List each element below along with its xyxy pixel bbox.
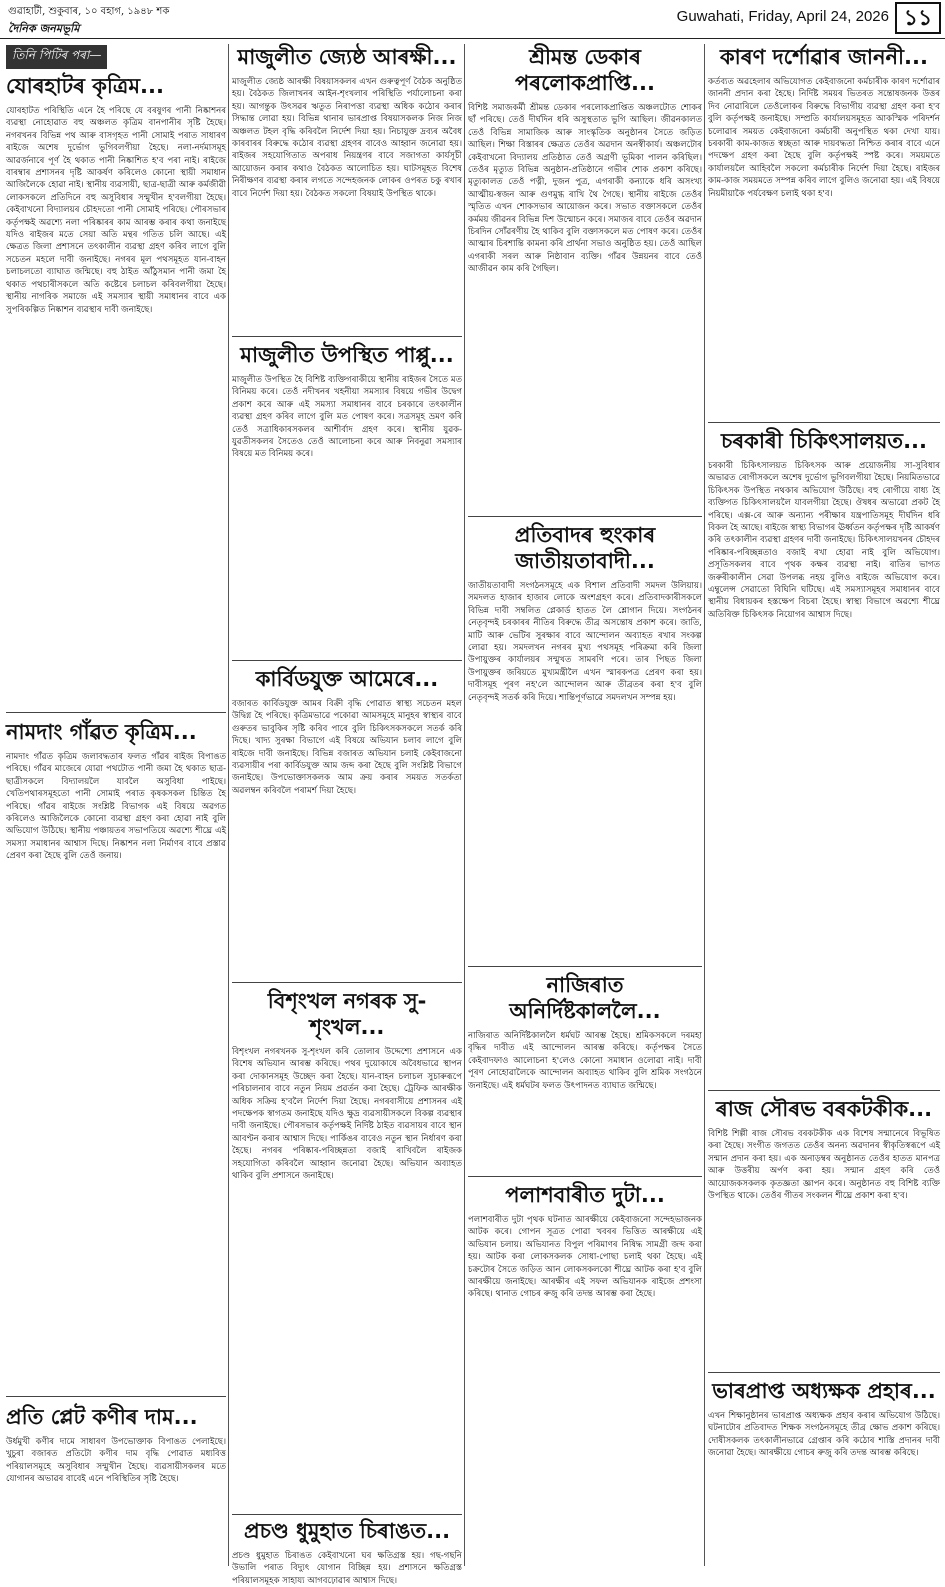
paper-name: দৈনিক জনমভূমি <box>8 22 80 35</box>
headline: কাৰণ দৰ্শোৱাৰ জাননী... <box>719 45 928 69</box>
article-body: যোৰহাটত পৰিস্থিতি এনে হৈ পৰিছে যে বৰষুণৰ পানী নিষ্কাশনৰ ব্যৱস্থা নোহোৱাত বহু অঞ্চলত কৃত্ৰিম বানপানীৰ সৃষ্টি হৈছে। নগৰখনৰ বিভিন্ন পথ আৰু বাসগৃহত পানী সোমাই পৰাত সাধাৰণ ৰাইজে অশেষ দুৰ্ভোগ ভুগিবলগীয়া হৈছে। নলা-নৰ্দমাসমূহ আৱৰ্জনাৰে পূৰ্ণ হৈ থকাত পানী নিষ্কাশিত হ'ব পৰা নাই। ৰাইজে বাৰম্বাৰ প্ৰশাসনৰ দৃষ্টি আকৰ্ষণ কৰিলেও কোনো স্থায়ী সমাধান আজিলৈকে হোৱা নাই। স্থানীয় ব্যৱসায়ী, ছাত্ৰ-ছাত্ৰী আৰু কৰ্মজীৱী লোকসকলে প্ৰতিদিনে বহু অসুবিধাৰ সন্মুখীন হ'বলগীয়া হৈছে। কেইবাখনো বিদ্যালয়ৰ চৌহদতো পানী সোমাই পৰিছে। পৌৰসভাৰ কৰ্তৃপক্ষই অৱশ্যে নলা পৰিষ্কাৰৰ কাম আৰম্ভ কৰাৰ কথা জনাইছে যদিও ৰাইজৰ মতে সেয়া অতি মন্থৰ গতিত চলি আছে। এই ক্ষেত্ৰত জিলা প্ৰশাসনে তৎকালীন ব্যৱস্থা গ্ৰহণ কৰিব লাগে বুলি সচেতন মহলে দাবী জনাইছে। নগৰৰ মূল পথসমূহত যান-বাহন চলাচলতো ব্যাঘাত জন্মিছে। বহু ঠাইত আঁঠুসমান পানী জমা হৈ থকাত পথচাৰীসকলে অতি কষ্টেৰে চলাচল কৰিবলগীয়া হৈছে। স্থানীয় নাগৰিক সমাজে এই সমস্যাৰ স্থায়ী সমাধানৰ বাবে এক সুপৰিকল্পিত নিষ্কাশন ব্যৱস্থাৰ দাবী জনাইছে। <box>6 106 226 315</box>
article-body: জাতীয়তাবাদী সংগঠনসমূহে এক বিশাল প্ৰতিবাদী সমদল উলিয়ায়। সমদলত হাজাৰ হাজাৰ লোকে অংশগ্ৰহণ কৰে। প্ৰতিবাদকাৰীসকলে বিভিন্ন দাবী সম্বলিত প্লেকাৰ্ড হাতত লৈ শ্লোগান দিয়ে। সংগঠনৰ নেতৃবৃন্দই চৰকাৰৰ নীতিৰ বিৰুদ্ধে তীব্ৰ অসন্তোষ প্ৰকাশ কৰে। জাতি, মাটি আৰু ভেটিৰ সুৰক্ষাৰ বাবে আন্দোলন অব্যাহত ৰখাৰ সংকল্প লোৱা হয়। সমদলখন নগৰৰ মুখ্য পথসমূহ পৰিক্ৰমা কৰি জিলা উপায়ুক্তৰ কাৰ্যালয়ৰ সন্মুখত সামৰণি পৰে। তাৰ পিছত জিলা উপায়ুক্তৰ জৰিয়তে মুখ্যমন্ত্ৰীলৈ এখন স্মাৰকপত্ৰ প্ৰেৰণ কৰা হয়। দাবীসমূহ পূৰণ নহ'লে আন্দোলন আৰু তীব্ৰতৰ কৰা হ'ব বুলি নেতৃবৃন্দই সতৰ্ক কৰি দিয়ে। শান্তিপূৰ্ণভাৱে সমদলখন সম্পন্ন হয়। <box>468 581 702 703</box>
article-palashbari <box>468 1182 702 1566</box>
article-body: প্ৰচণ্ড ধুমুহাত চিৰাঙত কেইবাখনো ঘৰ ক্ষতিগ্ৰস্ত হয়। গছ-গছনি উভালি পৰাত বিদ্যুৎ যোগান বিচ্ছিন্ন হয়। প্ৰশাসনে ক্ষতিগ্ৰস্ত পৰিয়ালসমূহক সাহায্য আগবঢ়োৱাৰ আশ্বাস দিছে। <box>232 1551 462 1586</box>
headline: ৰাজ সৌৰভ বৰকটকীক... <box>715 1097 933 1121</box>
column-divider <box>464 44 465 1566</box>
column-4 <box>708 44 940 1566</box>
article-separator <box>232 660 462 661</box>
article-egg-price <box>6 1404 226 1564</box>
article-separator <box>232 336 462 337</box>
column-2 <box>232 44 462 1586</box>
date-assamese: গুৱাহাটী, শুকুবাৰ, ১০ বহাগ, ১৯৪৮ শক <box>8 6 170 17</box>
article-srimanta-deka <box>468 44 702 510</box>
article-separator <box>708 422 940 423</box>
headline: ভাৰপ্ৰাপ্ত অধ্যক্ষক প্ৰহাৰ... <box>712 1379 936 1403</box>
headline: চৰকাৰী চিকিৎসালয়ত... <box>720 429 928 453</box>
article-body: বিশিষ্ট শিল্পী ৰাজ সৌৰভ বৰকটকীক এক বিশেষ সন্মানেৰে বিভূষিত কৰা হৈছে। সংগীত জগতত তেওঁৰ অনন্য অৱদানৰ স্বীকৃতিস্বৰূপে এই সন্মান প্ৰদান কৰা হয়। এক অনাড়ম্বৰ অনুষ্ঠানত তেওঁৰ হাতত মানপত্ৰ আৰু উত্তৰীয় অৰ্পণ কৰা হয়। সন্মান গ্ৰহণ কৰি তেওঁ আয়োজকসকলক কৃতজ্ঞতা জ্ঞাপন কৰে। অনুষ্ঠানত বহু বিশিষ্ট ব্যক্তি উপস্থিত থাকে। তেওঁৰ গীতৰ সংকলন শীঘ্ৰে প্ৰকাশ কৰা হ'ব। <box>708 1129 940 1202</box>
headline: শ্ৰীমন্ত ডেকাৰ পৰলোকপ্ৰাপ্তি... <box>515 45 655 95</box>
date-english: Guwahati, Friday, April 24, 2026 <box>676 8 889 25</box>
headline: প্ৰচণ্ড ধুমুহাত চিৰাঙত... <box>243 1519 451 1543</box>
article-body: মাজুলীত উপস্থিত হৈ বিশিষ্ট ব্যক্তিগৰাকীয়ে স্থানীয় ৰাইজৰ সৈতে মত বিনিময় কৰে। তেওঁ নদীখনৰ খহনীয়া সমস্যাৰ বিষয়ে গভীৰ উদ্বেগ প্ৰকাশ কৰে আৰু এই সমস্যা সমাধানৰ বাবে চৰকাৰে তৎকালীন ব্যৱস্থা গ্ৰহণ কৰিব লাগে বুলি মত পোষণ কৰে। সত্ৰসমূহ ভ্ৰমণ কৰি তেওঁ সত্ৰাধিকাৰসকলৰ আশীৰ্বাদ গ্ৰহণ কৰে। স্থানীয় যুৱক-যুৱতীসকলৰ সৈতেও তেওঁ আলোচনা কৰে আৰু নিবনুৱা সমস্যাৰ বিষয়ে মত বিনিময় কৰে। <box>232 375 462 460</box>
article-separator <box>468 966 702 967</box>
article-body: নামদাং গাঁৱত কৃত্ৰিম জলাবদ্ধতাৰ ফলত গাঁৱৰ ৰাইজ বিপাঙত পৰিছে। গাঁৱৰ মাজেৰে যোৱা পথটোত পানী জমা হৈ থকাত ছাত্ৰ-ছাত্ৰীসকলে বিদ্যালয়লৈ যাবলৈ অসুবিধা পাইছে। খেতিপথাৰসমূহতো পানী সোমাই পৰাত কৃষকসকল চিন্তিত হৈ পৰিছে। গাঁৱৰ ৰাইজে সংশ্লিষ্ট বিভাগক এই বিষয়ে অৱগত কৰিলেও আজিলৈকে কোনো ব্যৱস্থা গ্ৰহণ কৰা হোৱা নাই বুলি অভিযোগ উঠিছে। স্থানীয় পঞ্চায়তৰ সভাপতিয়ে অৱশ্যে শীঘ্ৰে এই সমস্যা সমাধানৰ আশ্বাস দিছে। নিষ্কাশন নলা নিৰ্মাণৰ বাবে প্ৰস্তাৱ প্ৰেৰণ কৰা হৈছে বুলি তেওঁ জনায়। <box>6 752 226 862</box>
headline: নামদাং গাঁৱত কৃত্ৰিম... <box>6 720 197 744</box>
article-jorhat <box>6 44 226 706</box>
headline: মাজুলীত উপস্থিত পাপ্পু... <box>240 343 454 367</box>
column-divider <box>704 44 705 1566</box>
article-majuli-pappu <box>232 342 462 654</box>
headline: নাজিৰাত অনিৰ্দিষ্টকাললৈ... <box>509 973 661 1023</box>
article-separator <box>6 712 226 713</box>
article-separator <box>708 1090 940 1091</box>
article-separator <box>708 1372 940 1373</box>
article-body: বজাৰত কাৰ্বিডযুক্ত আমৰ বিক্ৰী বৃদ্ধি পোৱাত স্বাস্থ্য সচেতন মহল উদ্বিগ্ন হৈ পৰিছে। কৃত্ৰিমভাৱে পকোৱা আমসমূহে মানুহৰ স্বাস্থ্যৰ বাবে গুৰুতৰ ভাবুকিৰ সৃষ্টি কৰিব পাৰে বুলি চিকিৎসকসকলে সতৰ্ক কৰি দিছে। খাদ্য সুৰক্ষা বিভাগে এই বিষয়ে অভিযান চলাব লাগে বুলি ৰাইজে দাবী জনাইছে। বিভিন্ন বজাৰত অভিযান চলাই কেইবাজনো ব্যৱসায়ীৰ পৰা কাৰ্বিডযুক্ত আম জব্দ কৰা হৈছে বুলি সংশ্লিষ্ট বিভাগে জনাইছে। উপভোক্তাসকলক আম ক্ৰয় কৰাৰ সময়ত সতৰ্কতা অৱলম্বন কৰিবলৈ পৰামৰ্শ দিয়া হৈছে। <box>232 699 462 796</box>
headline: যোৰহাটৰ কৃত্ৰিম... <box>6 74 164 98</box>
article-carbide-mango <box>232 666 462 976</box>
article-protest <box>468 522 702 960</box>
headline: মাজুলীত জ্যেষ্ঠ আৰক্ষী... <box>237 45 457 69</box>
article-chirang-storm <box>232 1518 462 1586</box>
article-city-order <box>232 988 462 1508</box>
column-divider <box>228 44 229 1566</box>
article-body: মাজুলীত জ্যেষ্ঠ আৰক্ষী বিষয়াসকলৰ এখন গুৰুত্বপূৰ্ণ বৈঠক অনুষ্ঠিত হয়। বৈঠকত জিলাখনৰ আইন-শৃংখলাৰ পৰিস্থিতি পৰ্যালোচনা কৰা হয়। আগন্তুক উৎসৱৰ ঋতুত নিৰাপত্তা ব্যৱস্থা অধিক কঠোৰ কৰাৰ সিদ্ধান্ত লোৱা হয়। বিভিন্ন থানাৰ ভাৰপ্ৰাপ্ত বিষয়াসকলক নিজ নিজ অঞ্চলত টহল বৃদ্ধি কৰিবলৈ নিৰ্দেশ দিয়া হয়। নিচাযুক্ত দ্ৰব্যৰ অবৈধ কাৰবাৰৰ বিৰুদ্ধে কঠোৰ ব্যৱস্থা গ্ৰহণৰ বাবেও আহ্বান জনোৱা হয়। ৰাইজৰ সহযোগিতাত অপৰাধ নিয়ন্ত্ৰণৰ বাবে সজাগতা কাৰ্যসূচী আয়োজন কৰাৰ কথাও বৈঠকত আলোচিত হয়। ঘাটসমূহত বিশেষ নিৰীক্ষণৰ ব্যৱস্থা কৰাৰ লগতে সন্দেহজনক লোকৰ ওপৰত চকু ৰখাৰ বাবে নিৰ্দেশ দিয়া হয়। বৈঠকত সকলো বিষয়াই উপস্থিত থাকে। <box>232 77 462 199</box>
article-majuli-police <box>232 44 462 330</box>
article-body: উৰ্ধমুখী কণীৰ দামে সাধাৰণ উপভোক্তাক বিপাঙত পেলাইছে। খুচুৰা বজাৰত প্ৰতিটো কণীৰ দাম বৃদ্ধি পোৱাত মধ্যবিত্ত পৰিয়ালসমূহে অসুবিধাৰ সন্মুখীন হৈছে। ব্যৱসায়ীসকলৰ মতে যোগানৰ অভাৱৰ বাবেই এনে পৰিস্থিতিৰ সৃষ্টি হৈছে। <box>6 1437 226 1485</box>
headline: বিশৃংখল নগৰক সু-শৃংখল... <box>267 989 427 1039</box>
article-body: চৰকাৰী চিকিৎসালয়ত চিকিৎসক আৰু প্ৰয়োজনীয় সা-সুবিধাৰ অভাৱত ৰোগীসকলে অশেষ দুৰ্ভোগ ভুগিবলগীয়া হৈছে। নিয়মিতভাৱে চিকিৎসক উপস্থিত নথকাৰ অভিযোগ উঠিছে। বহু ৰোগীয়ে বাধ্য হৈ ব্যক্তিগত চিকিৎসালয়লৈ যাবলগীয়া হৈছে। ঔষধৰ অভাৱো প্ৰকট হৈ পৰিছে। এক্স-ৰে আৰু অন্যান্য পৰীক্ষাৰ যন্ত্ৰপাতিসমূহ দীৰ্ঘদিন ধৰি বিকল হৈ আছে। ৰাইজে স্বাস্থ্য বিভাগৰ ঊৰ্ধ্বতন কৰ্তৃপক্ষৰ দৃষ্টি আকৰ্ষণ কৰি তৎকালীন ব্যৱস্থা গ্ৰহণৰ দাবী জনাইছে। চিকিৎসালয়খনৰ চৌহদৰ পৰিষ্কাৰ-পৰিচ্ছন্নতাও বজাই ৰখা হোৱা নাই বুলি অভিযোগ। প্ৰসূতিসকলৰ বাবে পৃথক কক্ষৰ ব্যৱস্থা নাই। ৰাতিৰ ভাগত জৰুৰীকালীন সেৱা উপলব্ধ নহয় বুলিও ৰাইজে অভিযোগ কৰে। এম্বুলেন্স সেৱাতো বিঘিনি ঘটিছে। এই সমস্যাসমূহৰ সমাধানৰ বাবে স্থানীয় বিধায়কৰ হস্তক্ষেপ বিচৰা হৈছে। স্বাস্থ্য বিভাগে অৱশ্যে শীঘ্ৰে অতিৰিক্ত চিকিৎসক নিয়োগৰ আশ্বাস দিছে। <box>708 461 940 620</box>
headline: পলাশবাৰীত দুটা... <box>505 1183 665 1207</box>
article-body: এখন শিক্ষানুষ্ঠানৰ ভাৰপ্ৰাপ্ত অধ্যক্ষক প্ৰহাৰ কৰাৰ অভিযোগ উঠিছে। ঘটনাটোৰ প্ৰতিবাদত শিক্ষক সংগঠনসমূহে তীব্ৰ ক্ষোভ প্ৰকাশ কৰিছে। দোষীসকলক তৎকালীনভাৱে গ্ৰেপ্তাৰ কৰি কঠোৰ শাস্তি প্ৰদানৰ দাবী জনোৱা হৈছে। আৰক্ষীয়ে গোচৰ ৰুজু কৰি তদন্ত আৰম্ভ কৰিছে। <box>708 1411 940 1459</box>
article-separator <box>468 1176 702 1177</box>
article-separator <box>232 982 462 983</box>
article-separator <box>468 516 702 517</box>
article-body: বিশৃংখল নগৰখনক সু-শৃংখল কৰি তোলাৰ উদ্দেশ্যে প্ৰশাসনে এক বিশেষ অভিযান আৰম্ভ কৰিছে। পথৰ দুয়োকাষে অবৈধভাৱে স্থাপন কৰা দোকানসমূহ উচ্ছেদ কৰা হৈছে। যান-বাহন চলাচল সুচাৰুৰূপে পৰিচালনাৰ বাবে নতুন নিয়ম প্ৰৱৰ্তন কৰা হৈছে। ট্ৰেফিক আৰক্ষীক অধিক সক্ৰিয় হ'বলৈ নিৰ্দেশ দিয়া হৈছে। নগৰবাসীয়ে প্ৰশাসনৰ এই পদক্ষেপক স্বাগতম জনাইছে যদিও ক্ষুদ্ৰ ব্যৱসায়ীসকলে বিকল্প ব্যৱস্থাৰ দাবী জনাইছে। পৌৰসভাৰ কৰ্তৃপক্ষই নিৰ্দিষ্ট ঠাইত ব্যৱসায়ৰ বাবে স্থান আবণ্টন কৰাৰ আশ্বাস দিছে। পাৰ্কিঙৰ বাবেও নতুন স্থান নিৰ্ধাৰণ কৰা হৈছে। নগৰৰ পৰিষ্কাৰ-পৰিচ্ছন্নতা বজাই ৰাখিবলৈ ৰাইজক সহযোগিতা কৰিবলৈ আহ্বান জনোৱা হৈছে। অভিযান অব্যাহত থাকিব বুলি প্ৰশাসনে জনাইছে। <box>232 1047 462 1182</box>
article-raj-saurav <box>708 1096 940 1366</box>
page-number: ১১ <box>895 2 941 34</box>
headline: কাৰ্বিডযুক্ত আমেৰে... <box>255 667 439 691</box>
article-namdang <box>6 719 226 1389</box>
article-separator <box>232 1514 462 1515</box>
masthead <box>0 0 945 39</box>
column-1 <box>6 44 226 1566</box>
article-nazira <box>468 972 702 1170</box>
article-body: নাজিৰাত অনিৰ্দিষ্টকাললৈ ধৰ্মঘট আৰম্ভ হৈছে। শ্ৰমিকসকলে দৰমহা বৃদ্ধিৰ দাবীত এই আন্দোলন আৰম্ভ কৰিছে। কৰ্তৃপক্ষৰ সৈতে কেইবাদফাও আলোচনা হ'লেও কোনো সমাধান ওলোৱা নাই। দাবী পূৰণ নোহোৱালৈকে আন্দোলন অব্যাহত থাকিব বুলি শ্ৰমিক সংগঠনে জনাইছে। এই ধৰ্মঘটৰ ফলত উৎপাদনত ব্যাঘাত জন্মিছে। <box>468 1031 702 1091</box>
article-body: বিশিষ্ট সমাজকৰ্মী শ্ৰীমন্ত ডেকাৰ পৰলোকপ্ৰাপ্তিত অঞ্চলটোত শোকৰ ছাঁ পৰিছে। তেওঁ দীৰ্ঘদিন ধৰি অসুস্থতাত ভুগি আছিল। জীৱনকালত তেওঁ বিভিন্ন সামাজিক আৰু সাংস্কৃতিক অনুষ্ঠানৰ সৈতে জড়িত আছিল। শিক্ষা বিস্তাৰৰ ক্ষেত্ৰত তেওঁৰ অৱদান অনস্বীকাৰ্য। অঞ্চলটোৰ কেইবাখনো বিদ্যালয় প্ৰতিষ্ঠাত তেওঁ অগ্ৰণী ভূমিকা পালন কৰিছিল। তেওঁৰ মৃত্যুত বিভিন্ন অনুষ্ঠান-প্ৰতিষ্ঠানে গভীৰ শোক প্ৰকাশ কৰিছে। মৃত্যুকালত তেওঁ পত্নী, দুজন পুত্ৰ, এগৰাকী কন্যাকে ধৰি অসংখ্য আত্মীয়-স্বজন আৰু গুণমুগ্ধ ৰাখি থৈ গৈছে। স্থানীয় ৰাইজে তেওঁৰ স্মৃতিত এখন শোকসভাৰ আয়োজন কৰে। সভাত বক্তাসকলে তেওঁৰ কৰ্মময় জীৱনৰ বিভিন্ন দিশ উন্মোচন কৰে। সমাজৰ বাবে তেওঁৰ অৱদান চিৰদিন সোঁৱৰণীয় হৈ থাকিব বুলি বক্তাসকলে মত পোষণ কৰে। তেওঁৰ আত্মাৰ চিৰশান্তি কামনা কৰি প্ৰাৰ্থনা সভাও অনুষ্ঠিত হয়। তেওঁ আছিল এগৰাকী সৰল আৰু নিষ্ঠাবান ব্যক্তি। গাঁৱৰ উন্নয়নৰ বাবে তেওঁ আজীৱন কাম কৰি গৈছিল। <box>468 103 702 275</box>
article-body: কৰ্তব্যত অৱহেলাৰ অভিযোগত কেইবাজনো কৰ্মচাৰীক কাৰণ দৰ্শোৱাৰ জাননী প্ৰদান কৰা হৈছে। নিৰ্দিষ্ট সময়ৰ ভিতৰত সন্তোষজনক উত্তৰ দিব নোৱাৰিলে তেওঁলোকৰ বিৰুদ্ধে বিভাগীয় ব্যৱস্থা গ্ৰহণ কৰা হ'ব বুলি কৰ্তৃপক্ষই জনাইছে। সম্প্ৰতি কাৰ্যালয়সমূহত আকস্মিক পৰিদৰ্শন চলোৱাৰ সময়ত কেইবাজনো কৰ্মচাৰী অনুপস্থিত থকা দেখা যায়। চৰকাৰী কাম-কাজত স্বচ্ছতা আৰু দায়বদ্ধতা নিশ্চিত কৰাৰ বাবে এনে পদক্ষেপ গ্ৰহণ কৰা হৈছে বুলি কৰ্তৃপক্ষই স্পষ্ট কৰে। সময়মতে কাৰ্যালয়লৈ আহিবলৈ সকলো কৰ্মচাৰীক নিৰ্দেশ দিয়া হৈছে। ৰাইজৰ কাম-কাজ সময়মতে সম্পন্ন কৰিব লাগে বুলিও জনোৱা হয়। এই বিষয়ে নিয়মীয়াকৈ পৰ্যবেক্ষণ চলাই থকা হ'ব। <box>708 77 940 199</box>
headline: প্ৰতিবাদৰ হুংকাৰ জাতীয়তাবাদী... <box>514 523 656 573</box>
column-3 <box>468 44 702 1566</box>
article-show-cause <box>708 44 940 416</box>
kicker-label: তিনি পিটিৰ পৰা— <box>6 45 107 69</box>
headline: প্ৰতি প্লেট কণীৰ দাম... <box>6 1405 198 1429</box>
article-body: পলাশবাৰীত দুটা পৃথক ঘটনাত আৰক্ষীয়ে কেইবাজনো সন্দেহভাজনক আটক কৰে। গোপন সূত্ৰত পোৱা খবৰৰ ভিত্তিত আৰক্ষীয়ে এই অভিযান চলায়। অভিযানত বিপুল পৰিমাণৰ নিষিদ্ধ সামগ্ৰী জব্দ কৰা হয়। আটক কৰা লোকসকলক সোধা-পোছা চলাই থকা হৈছে। এই চক্ৰটোৰ সৈতে জড়িত আন লোকসকলকো শীঘ্ৰে আটক কৰা হ'ব বুলি আৰক্ষীয়ে জনাইছে। আৰক্ষীৰ এই সফল অভিযানক ৰাইজে প্ৰশংসা কৰিছে। থানাত গোচৰ ৰুজু কৰি তদন্ত আৰম্ভ কৰা হৈছে। <box>468 1215 702 1300</box>
article-separator <box>6 1396 226 1397</box>
article-govt-hospital <box>708 428 940 1084</box>
article-principal-assault <box>708 1378 940 1566</box>
